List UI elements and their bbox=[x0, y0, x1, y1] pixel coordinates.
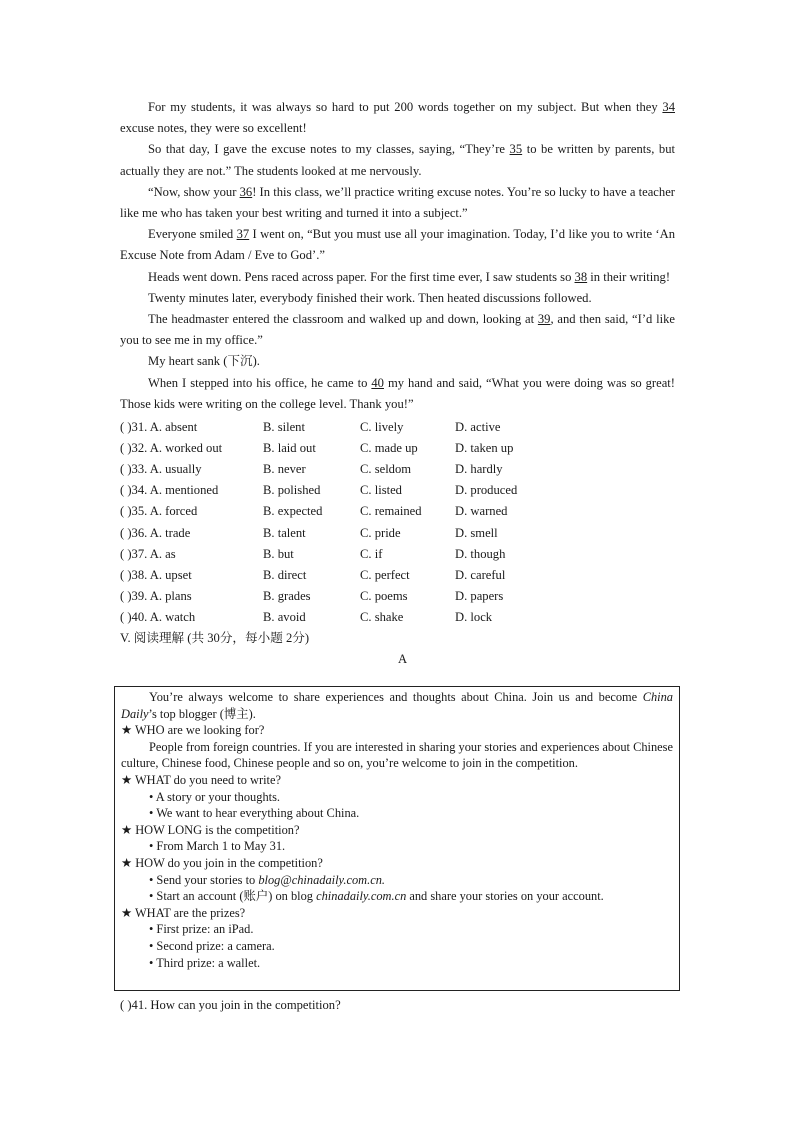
bullet-item: • We want to hear everything about China. bbox=[149, 806, 360, 821]
blank-number: 36 bbox=[239, 184, 253, 199]
star-heading: ★ WHO are we looking for? bbox=[121, 723, 265, 738]
blank-number: 38 bbox=[574, 269, 588, 284]
paragraph: The headmaster entered the classroom and walked up and down, looking at 39, and then said, “I’d like you to see me in my office.” bbox=[120, 312, 675, 348]
box-paragraph: People from foreign countries. If you are interested in sharing your stories and experiences about Chinese culture, Chinese food, Chinese people and so on, you’re welcome to join in the competition. bbox=[121, 739, 673, 771]
star-heading: ★ WHAT are the prizes? bbox=[121, 905, 246, 920]
option-row: ( )37. A. as B. but C. if D. though bbox=[120, 546, 506, 561]
option-row: ( )32. A. worked out B. laid out C. made up D. taken up bbox=[120, 441, 514, 456]
blank-number: 39 bbox=[537, 312, 551, 327]
star-heading: ★ HOW do you join in the competition? bbox=[121, 855, 323, 870]
bullet-item: • From March 1 to May 31. bbox=[149, 839, 286, 854]
bullet-item: • Second prize: a camera. bbox=[149, 938, 275, 953]
question-41: ( )41. How can you join in the competition? bbox=[120, 998, 341, 1012]
option-row: ( )36. A. trade B. talent C. pride D. smell bbox=[120, 525, 498, 540]
bullet-item: • First prize: an iPad. bbox=[149, 922, 254, 937]
bullet-item: • A story or your thoughts. bbox=[149, 789, 281, 804]
options-list bbox=[120, 417, 675, 628]
star-heading: ★ WHAT do you need to write? bbox=[121, 772, 281, 787]
bullet-item: • Start an account (账户) on blog chinadaily.com.cn and share your stories on your account. bbox=[149, 889, 604, 904]
paragraph: When I stepped into his office, he came to 40 my hand and said, “What you were doing was so great! Those kids were writing on the college level. Thank you!” bbox=[120, 375, 675, 411]
paragraph: So that day, I gave the excuse notes to my classes, saying, “They’re 35 to be written by parents, but actually they are not.” The students looked at me nervously. bbox=[120, 142, 676, 178]
paragraph: Twenty minutes later, everybody finished their work. Then heated discussions followed. bbox=[148, 290, 592, 305]
paragraph: For my students, it was always so hard to put 200 words together on my subject. But when they 34 excuse notes, they were so excellent! bbox=[120, 100, 675, 136]
blogger-ad-box bbox=[114, 686, 680, 991]
option-row: ( )39. A. plans B. grades C. poems D. papers bbox=[120, 588, 504, 603]
box-intro: You’re always welcome to share experiences and thoughts about China. Join us and become China Daily’s top blogger (博主). bbox=[121, 690, 673, 721]
blank-number: 40 bbox=[371, 375, 384, 390]
paragraph: My heart sank (下沉). bbox=[148, 354, 260, 369]
paragraph: Heads went down. Pens raced across paper. For the first time ever, I saw students so 38 in their writing! bbox=[148, 269, 671, 284]
bullet-item: • Send your stories to blog@chinadaily.com.cn. bbox=[149, 872, 385, 887]
star-heading: ★ HOW LONG is the competition? bbox=[121, 822, 300, 837]
option-row: ( )38. A. upset B. direct C. perfect D. careful bbox=[120, 567, 506, 582]
paragraph: “Now, show your 36! In this class, we’ll practice writing excuse notes. You’re so lucky to have a teacher like me who has taken your best writing and turned it into a subject.” bbox=[120, 184, 675, 221]
section-title: V. 阅读理解 (共 30分，每小题 2分) bbox=[120, 630, 310, 645]
bullet-item: • Third prize: a wallet. bbox=[149, 955, 261, 970]
website-address: chinadaily.com.cn bbox=[316, 889, 407, 904]
email-address: blog@chinadaily.com.cn. bbox=[258, 872, 385, 887]
option-row: ( )33. A. usually B. never C. seldom D. hardly bbox=[120, 462, 503, 477]
option-row: ( )35. A. forced B. expected C. remained D. warned bbox=[120, 504, 508, 519]
blank-number: 37 bbox=[236, 227, 250, 242]
passage-label: A bbox=[397, 651, 408, 666]
option-row: ( )34. A. mentioned B. polished C. listed D. produced bbox=[120, 483, 518, 498]
option-row: ( )31. A. absent B. silent C. lively D. active bbox=[120, 420, 501, 435]
paragraph: Everyone smiled 37 I went on, “But you must use all your imagination. Today, I’d like you to write ‘An Excuse Note from Adam / Eve to God’.” bbox=[120, 227, 675, 263]
cloze-passage bbox=[120, 97, 675, 669]
option-row: ( )40. A. watch B. avoid C. shake D. lock bbox=[120, 609, 493, 624]
blank-number: 34 bbox=[662, 100, 675, 114]
blank-number: 35 bbox=[509, 142, 523, 157]
